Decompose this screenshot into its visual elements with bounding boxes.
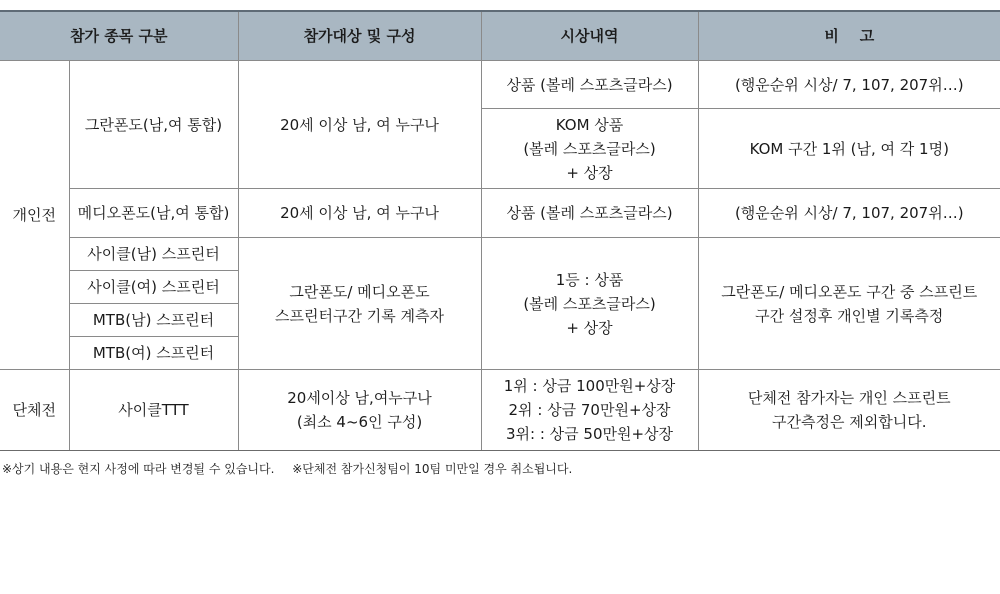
event-sprint-cycle-women: 사이클(여) 스프린터 bbox=[69, 271, 238, 304]
table-row bbox=[0, 61, 1000, 109]
target-granfondo: 20세 이상 남, 여 누구나 bbox=[238, 61, 481, 189]
group-team: 단체전 bbox=[0, 370, 69, 451]
table-row bbox=[0, 189, 1000, 238]
header-event: 참가 종목 구분 bbox=[0, 11, 238, 61]
note-kom: KOM 구간 1위 (남, 여 각 1명) bbox=[698, 109, 1000, 189]
table-row bbox=[0, 370, 1000, 451]
header-target: 참가대상 및 구성 bbox=[238, 11, 481, 61]
target-ttt: 20세이상 남,여누구나 (최소 4~6인 구성) bbox=[238, 370, 481, 451]
event-sprint-mtb-women: MTB(여) 스프린터 bbox=[69, 337, 238, 370]
group-individual: 개인전 bbox=[0, 61, 69, 370]
award-mediofondo: 상품 (볼레 스포츠글라스) bbox=[481, 189, 698, 238]
event-sprint-cycle-men: 사이클(남) 스프린터 bbox=[69, 238, 238, 271]
note-mediofondo: (행운순위 시상/ 7, 107, 207위…) bbox=[698, 189, 1000, 238]
award-ttt: 1위 : 상금 100만원+상장 2위 : 상금 70만원+상장 3위: : 상금 50만원+상장 bbox=[481, 370, 698, 451]
event-ttt: 사이클TTT bbox=[69, 370, 238, 451]
award-kom: KOM 상품 (볼레 스포츠글라스) + 상장 bbox=[481, 109, 698, 189]
event-sprint-mtb-men: MTB(남) 스프린터 bbox=[69, 304, 238, 337]
footnote-change-notice: ※상기 내용은 현지 사정에 따라 변경될 수 있습니다. bbox=[2, 462, 275, 476]
award-sprint: 1등 : 상품 (볼레 스포츠글라스) + 상장 bbox=[481, 238, 698, 370]
event-granfondo: 그란폰도(남,여 통합) bbox=[69, 61, 238, 189]
note-sprint: 그란폰도/ 메디오폰도 구간 중 스프린트 구간 설정후 개인별 기록측정 bbox=[698, 238, 1000, 370]
header-row bbox=[0, 11, 1000, 61]
event-mediofondo: 메디오폰도(남,여 통합) bbox=[69, 189, 238, 238]
target-mediofondo: 20세 이상 남, 여 누구나 bbox=[238, 189, 481, 238]
footnote-team-cancel: ※단체전 참가신청팀이 10팀 미만일 경우 취소됩니다. bbox=[292, 462, 573, 476]
header-note: 비 고 bbox=[698, 11, 1000, 61]
note-ttt: 단체전 참가자는 개인 스프린트 구간측정은 제외합니다. bbox=[698, 370, 1000, 451]
award-granfondo: 상품 (볼레 스포츠글라스) bbox=[481, 61, 698, 109]
footnote bbox=[2, 460, 586, 477]
table-row bbox=[0, 238, 1000, 271]
header-award: 시상내역 bbox=[481, 11, 698, 61]
target-sprint: 그란폰도/ 메디오폰도 스프린터구간 기록 계측자 bbox=[238, 238, 481, 370]
award-table bbox=[0, 10, 1000, 451]
note-granfondo: (행운순위 시상/ 7, 107, 207위…) bbox=[698, 61, 1000, 109]
